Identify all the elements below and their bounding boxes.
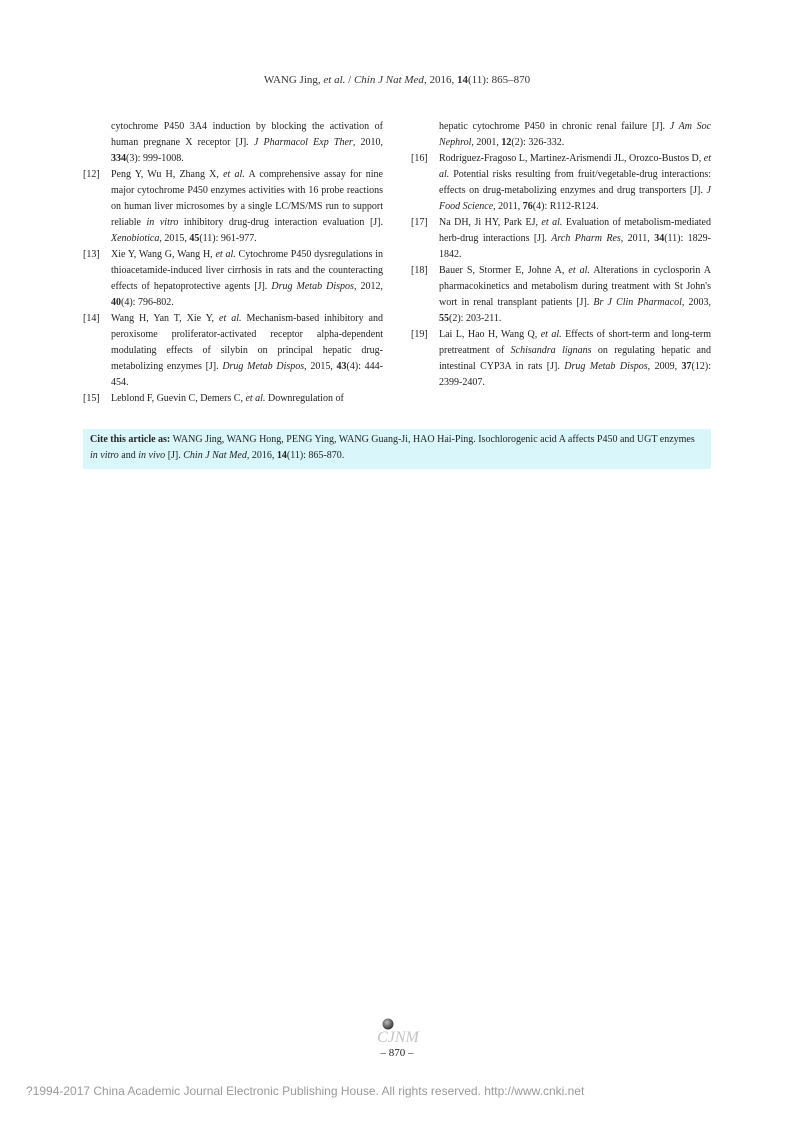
reference-number[interactable]: [18] [411, 265, 428, 276]
reference-text: Peng Y, Wu H, Zhang X, et al. A comprehensive assay for nine major cytochrome P450 enzymes activities with 16 probe reactions on human liver microsomes by a single LC/MS/MS run to support reliable in vitro inhibitory drug-drug interaction evaluation [J]. Xenobiotica, 2015, 45(11): 961-977. [111, 169, 383, 244]
journal-logo-icon [368, 1018, 428, 1046]
copyright-footer: ?1994-2017 China Academic Journal Electronic Publishing House. All rights reserved. http://www.cnki.net [26, 1084, 585, 1098]
header-year: , 2016, [423, 74, 457, 86]
reference-text: Rodríguez-Fragoso L, Martinez-Arismendi JL, Orozco-Bustos D, et al. Potential risks resulting from fruit/vegetable-drug interactions: effects on drug-metabolizing enzymes and drug transporters [J]. J Food Science, 2011, 76(4): R112-R124. [439, 153, 711, 212]
reference-text: Wang H, Yan T, Xie Y, et al. Mechanism-based inhibitory and peroxisome proliferator-activated receptor alpha-dependent modulating effects of silybin on principal hepatic drug-metabolizing enzymes [J]. Drug Metab Dispos, 2015, 43(4): 444-454. [111, 313, 383, 388]
reference-text: Leblond F, Guevin C, Demers C, et al. Downregulation of [111, 393, 344, 404]
logo-text: CJNM [377, 1029, 419, 1046]
reference-17 [411, 215, 711, 263]
header-separator: / [345, 74, 354, 86]
reference-text: Lai L, Hao H, Wang Q, et al. Effects of short-term and long-term pretreatment of Schisandra lignans on regulating hepatic and intestinal CYP3A in rats [J]. Drug Metab Dispos, 2009, 37(12): 2399-2407. [439, 329, 711, 388]
references-right-column [411, 119, 711, 391]
page-number: – 870 – [380, 1047, 414, 1059]
reference-number[interactable]: [15] [83, 393, 100, 404]
reference-12 [83, 167, 383, 247]
logo-globe [383, 1019, 394, 1030]
running-header [0, 74, 794, 86]
reference-15-continued: hepatic cytochrome P450 in chronic renal failure [J]. J Am Soc Nephrol, 2001, 12(2): 326-332. [439, 121, 712, 148]
citation-label: Cite this article as: [90, 434, 171, 445]
reference-number[interactable]: [16] [411, 153, 428, 164]
reference-text: Bauer S, Stormer E, Johne A, et al. Alterations in cyclosporin A pharmacokinetics and metabolism during treatment with St John's wort in renal transplant patients [J]. Br J Clin Pharmacol, 2003, 55(2): 203-211. [439, 265, 712, 324]
header-issue-pages: (11): 865–870 [467, 74, 531, 86]
reference-11-continued: cytochrome P450 3A4 induction by blocking the activation of human pregnane X receptor [J]. J Pharmacol Exp Ther, 2010, 334(3): 999-1008. [111, 121, 384, 164]
reference-number[interactable]: [13] [83, 249, 100, 260]
reference-number[interactable]: [19] [411, 329, 428, 340]
reference-number[interactable]: [14] [83, 313, 100, 324]
reference-16 [411, 151, 711, 215]
citation-box: Cite this article as: WANG Jing, WANG Hong, PENG Ying, WANG Guang-Ji, HAO Hai-Ping. Isochlorogenic acid A affects P450 and UGT enzymes in vitro and in vivo [J]. Chin J Nat Med, 2016, 14(11): 865-870. [83, 429, 711, 469]
reference-number[interactable]: [17] [411, 217, 428, 228]
reference-19 [411, 327, 711, 391]
header-etal: et al. [323, 74, 346, 86]
reference-text: Na DH, Ji HY, Park EJ, et al. Evaluation of metabolism-mediated herb-drug interactions [J]. Arch Pharm Res, 2011, 34(11): 1829-1842. [439, 217, 711, 260]
reference-number[interactable]: [12] [83, 169, 100, 180]
reference-13 [83, 247, 383, 311]
reference-15 [83, 391, 383, 407]
reference-14 [83, 311, 383, 391]
reference-18 [411, 263, 711, 327]
reference-text: Xie Y, Wang G, Wang H, et al. Cytochrome P450 dysregulations in thioacetamide-induced liver cirrhosis in rats and the counteracting effects of hepatoprotective agents [J]. Drug Metab Dispos, 2012, 40(4): 796-802. [111, 249, 384, 308]
header-journal: Chin J Nat Med [353, 74, 424, 86]
header-authors: WANG Jing, [263, 74, 324, 86]
header-volume: 14 [456, 74, 468, 86]
references-left-column [83, 119, 383, 407]
